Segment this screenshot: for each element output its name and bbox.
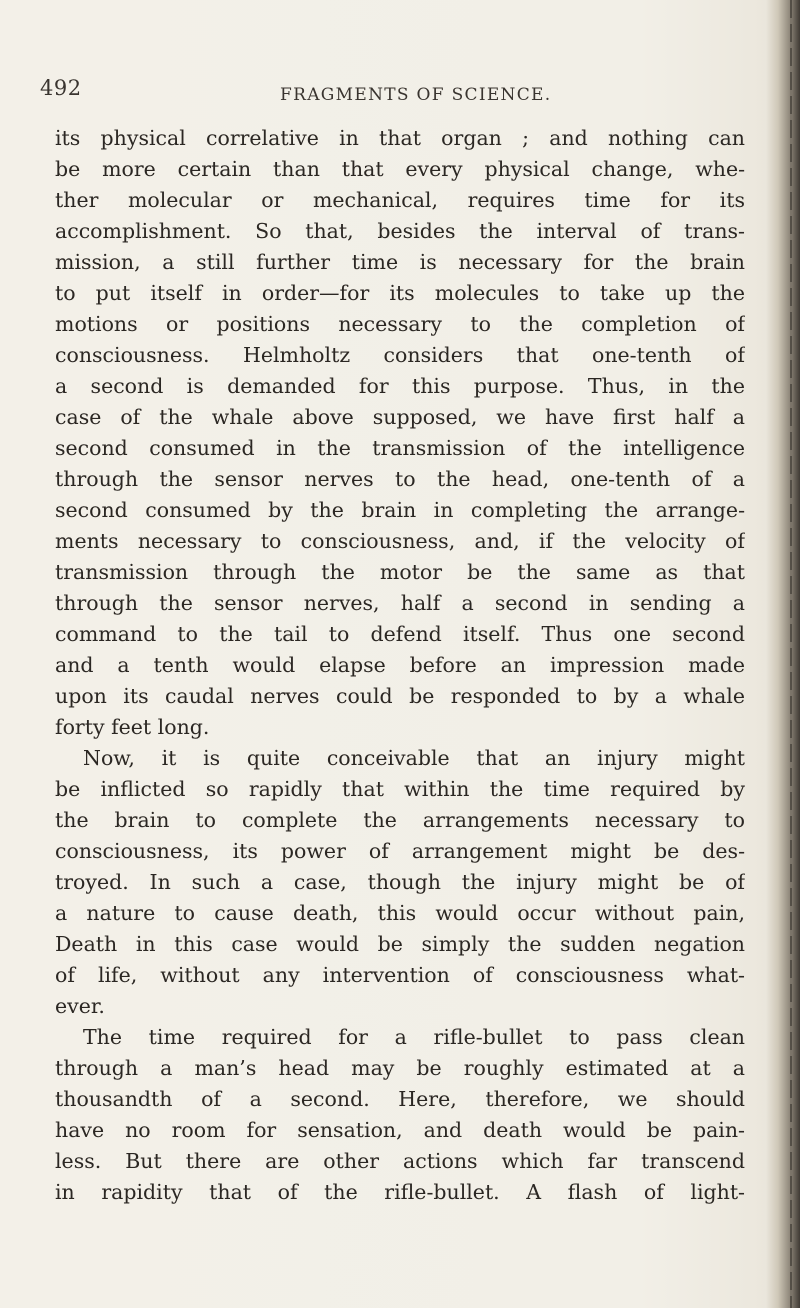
text-line: consciousness, its power of arrangement might be des- [55, 839, 745, 863]
text-line: be more certain than that every physical change, whe- [55, 157, 745, 181]
text-line: in rapidity that of the rifle-bullet. A flash of light- [55, 1180, 745, 1204]
text-line: through the sensor nerves to the head, one-tenth of a [55, 467, 745, 491]
page-number: 492 [40, 76, 82, 100]
text-line: upon its caudal nerves could be responded to by a whale [55, 684, 745, 708]
text-line: command to the tail to defend itself. Thus one second [55, 622, 745, 646]
text-line: second consumed by the brain in completing the arrange- [55, 498, 745, 522]
text-line: consciousness. Helmholtz considers that one-tenth of [55, 343, 745, 367]
text-line: the brain to complete the arrangements necessary to [55, 808, 745, 832]
book-spine-edge [766, 0, 800, 1308]
text-line: ther molecular or mechanical, requires time for its [55, 188, 745, 212]
body-text [55, 123, 745, 1208]
text-line: through the sensor nerves, half a second in sending a [55, 591, 745, 615]
text-line: mission, a still further time is necessary for the brain [55, 250, 745, 274]
text-line: a nature to cause death, this would occur without pain, [55, 901, 745, 925]
text-line: case of the whale above supposed, we have first half a [55, 405, 745, 429]
text-line: troyed. In such a case, though the injury might be of [55, 870, 745, 894]
text-line: second consumed in the transmission of the intelligence [55, 436, 745, 460]
text-line: accomplishment. So that, besides the interval of trans- [55, 219, 745, 243]
text-line: to put itself in order—for its molecules to take up the [55, 281, 745, 305]
text-line: have no room for sensation, and death would be pain- [55, 1118, 745, 1142]
text-line: motions or positions necessary to the completion of [55, 312, 745, 336]
text-line: be inflicted so rapidly that within the time required by [55, 777, 745, 801]
text-line: The time required for a rifle-bullet to pass clean [83, 1025, 745, 1049]
text-line: ments necessary to consciousness, and, if the velocity of [55, 529, 745, 553]
text-line: and a tenth would elapse before an impression made [55, 653, 745, 677]
text-line: thousandth of a second. Here, therefore, we should [55, 1087, 745, 1111]
text-line: its physical correlative in that organ ; and nothing can [55, 126, 745, 150]
text-line: Now, it is quite conceivable that an injury might [83, 746, 745, 770]
running-head: FRAGMENTS OF SCIENCE. [280, 85, 552, 105]
text-line: ever. [55, 994, 105, 1018]
text-line: through a man’s head may be roughly estimated at a [55, 1056, 745, 1080]
text-line: Death in this case would be simply the sudden negation [55, 932, 745, 956]
text-line: of life, without any intervention of consciousness what- [55, 963, 745, 987]
text-line: forty feet long. [55, 715, 210, 739]
text-line: transmission through the motor be the same as that [55, 560, 745, 584]
text-line: a second is demanded for this purpose. Thus, in the [55, 374, 745, 398]
spine-binding-line [790, 0, 792, 1308]
text-line: less. But there are other actions which far transcend [55, 1149, 745, 1173]
